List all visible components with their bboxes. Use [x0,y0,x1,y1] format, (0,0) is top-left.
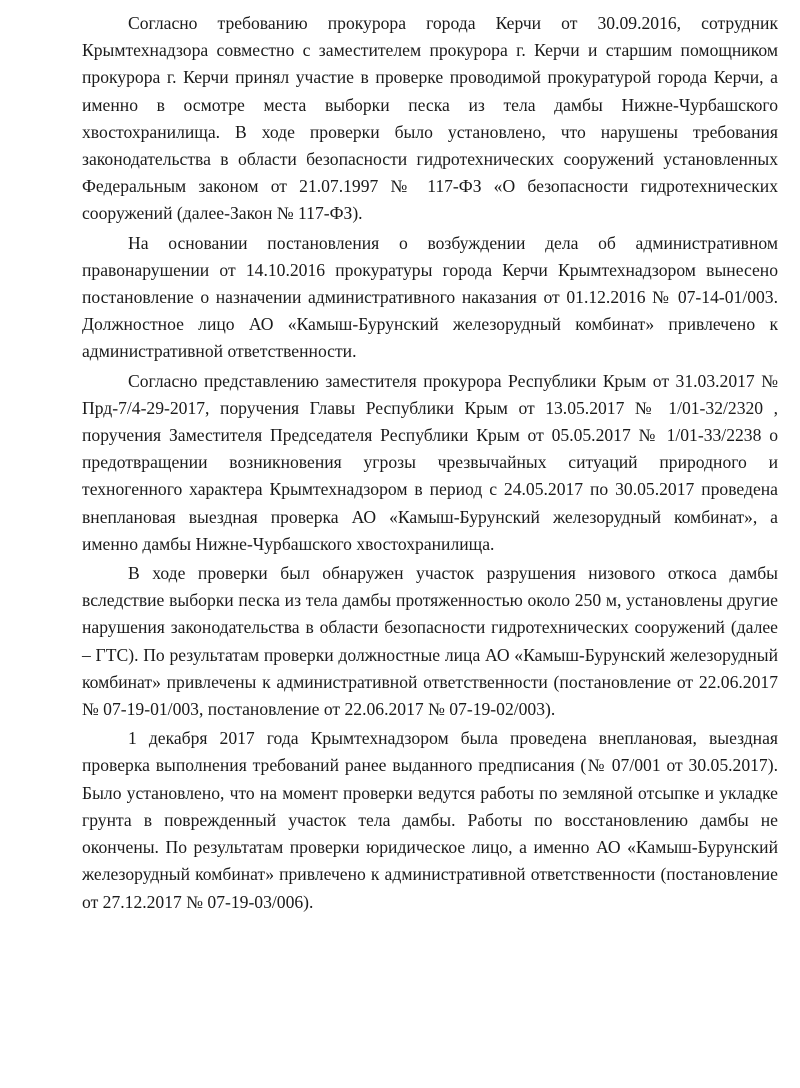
paragraph-2: На основании постановления о возбуждении дела об административном правонарушении от 14.10.2016 прокуратуры города Керчи Крымтехнадзором вынесено постановление о назначении административного наказания от 01.12.2016 № 07-14-01/003. Должностное лицо АО «Камыш-Бурунский железорудный комбинат» привлечено к административной ответственности. [82,232,778,362]
paragraph-3: Согласно представлению заместителя прокурора Республики Крым от 31.03.2017 № Прд-7/4-29-2017, поручения Главы Республики Крым от 13.05.2017 № 1/01-32/2320 , поручения Заместителя Председателя Республики Крым от 05.05.2017 № 1/01-33/2238 о предотвращении возникновения угрозы чрезвычайных ситуаций природного и техногенного характера Крымтехнадзором в период с 24.05.2017 по 30.05.2017 проведена внеплановая выездная проверка АО «Камыш-Бурунский железорудный комбинат», а именно дамбы Нижне-Чурбашского хвостохранилища. [82,370,778,554]
paragraph-5: 1 декабря 2017 года Крымтехнадзором была проведена внеплановая, выездная проверка выполнения требований ранее выданного предписания (№ 07/001 от 30.05.2017). Было установлено, что на момент проверки ведутся работы по земляной отсыпке и укладке грунта в поврежденный участок тела дамбы. Работы по восстановлению дамбы не окончены. По результатам проверки юридическое лицо, а именно АО «Камыш-Бурунский железорудный комбинат» привлечено к административной ответственности (постановление от 27.12.2017 № 07-19-03/006). [82,728,778,912]
paragraph-1: Согласно требованию прокурора города Керчи от 30.09.2016, сотрудник Крымтехнадзора совместно с заместителем прокурора г. Керчи и старшим помощником прокурора г. Керчи принял участие в проверке проводимой прокуратурой города Керчи, а именно в осмотре места выборки песка из тела дамбы Нижне-Чурбашского хвостохранилища. В ходе проверки было установлено, что нарушены требования законодательства в области безопасности гидротехнических сооружений установленных Федеральным законом от 21.07.1997 № 117-ФЗ «О безопасности гидротехнических сооружений (далее-Закон № 117-ФЗ). [82,13,778,224]
document-page [82,10,778,916]
paragraph-4: В ходе проверки был обнаружен участок разрушения низового откоса дамбы вследствие выборки песка из тела дамбы протяженностью около 250 м, установлены другие нарушения законодательства в области безопасности гидротехнических сооружений (далее – ГТС). По результатам проверки должностные лица АО «Камыш-Бурунский железорудный комбинат» привлечены к административной ответственности (постановление от 22.06.2017 № 07-19-01/003, постановление от 22.06.2017 № 07-19-02/003). [82,563,778,720]
